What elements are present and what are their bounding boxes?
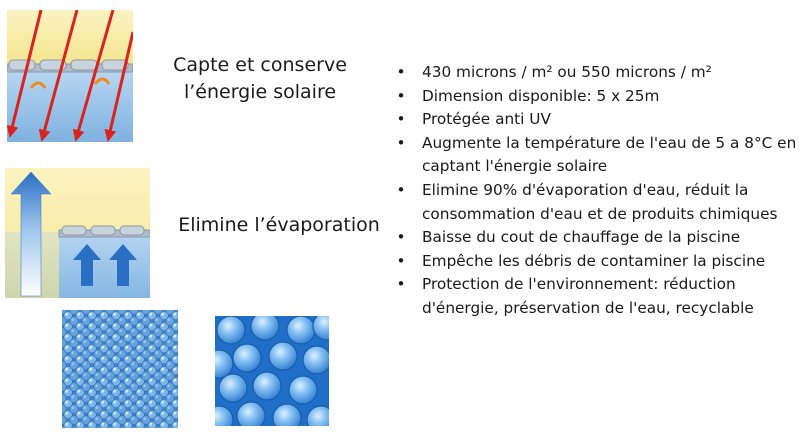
evaporation-arrows-icon (5, 168, 150, 298)
bullet-icon: • (396, 275, 406, 294)
bubble-texture-icon (62, 310, 178, 428)
feature-text: Elimine 90% d'évaporation d'eau, réduit la consommation d'eau et de produits chimiques (422, 180, 778, 223)
feature-item (393, 273, 797, 320)
bullet-icon: • (396, 63, 406, 81)
feature-item (393, 85, 797, 109)
feature-item (393, 250, 797, 274)
bullet-icon: • (396, 133, 406, 152)
bubble-closeup-icon (215, 316, 329, 426)
evaporation-caption: Elimine l’évaporation (178, 214, 380, 236)
bullet-icon: • (396, 86, 406, 105)
sun-rays-on-pool-cover-illustration (7, 10, 133, 142)
feature-text: Protection de l'environnement: réduction d'énergie, préservation de l'eau, recyclable (422, 275, 754, 317)
solar-caption (162, 52, 358, 106)
feature-item (393, 132, 797, 179)
bullet-icon: • (396, 110, 406, 129)
solar-caption-line2: l’énergie solaire (183, 81, 337, 103)
evaporation-blocked-illustration (5, 168, 150, 298)
feature-text: 430 microns / m² ou 550 microns / m² (422, 63, 712, 81)
bullet-icon: • (396, 251, 406, 270)
feature-item (393, 108, 797, 132)
bullet-icon: • (396, 180, 406, 199)
bullet-icon: • (396, 228, 406, 247)
sun-rays-icon (7, 10, 133, 142)
solar-caption-line1: Capte et conserve (173, 54, 347, 76)
bubble-cover-texture-image (62, 310, 178, 428)
feature-text: Augmente la température de l'eau de 5 a 8°C en captant l'énergie solaire (422, 133, 797, 176)
feature-item (393, 179, 797, 226)
feature-item (393, 61, 797, 85)
feature-text: Baisse du cout de chauffage de la piscine (422, 228, 741, 247)
feature-item (393, 226, 797, 250)
feature-text: Empêche les débris de contaminer la piscine (422, 251, 766, 270)
feature-text: Dimension disponible: 5 x 25m (422, 86, 660, 105)
feature-text: Protégée anti UV (422, 110, 551, 129)
feature-list (393, 61, 797, 321)
bubble-cover-closeup-image (215, 316, 329, 426)
